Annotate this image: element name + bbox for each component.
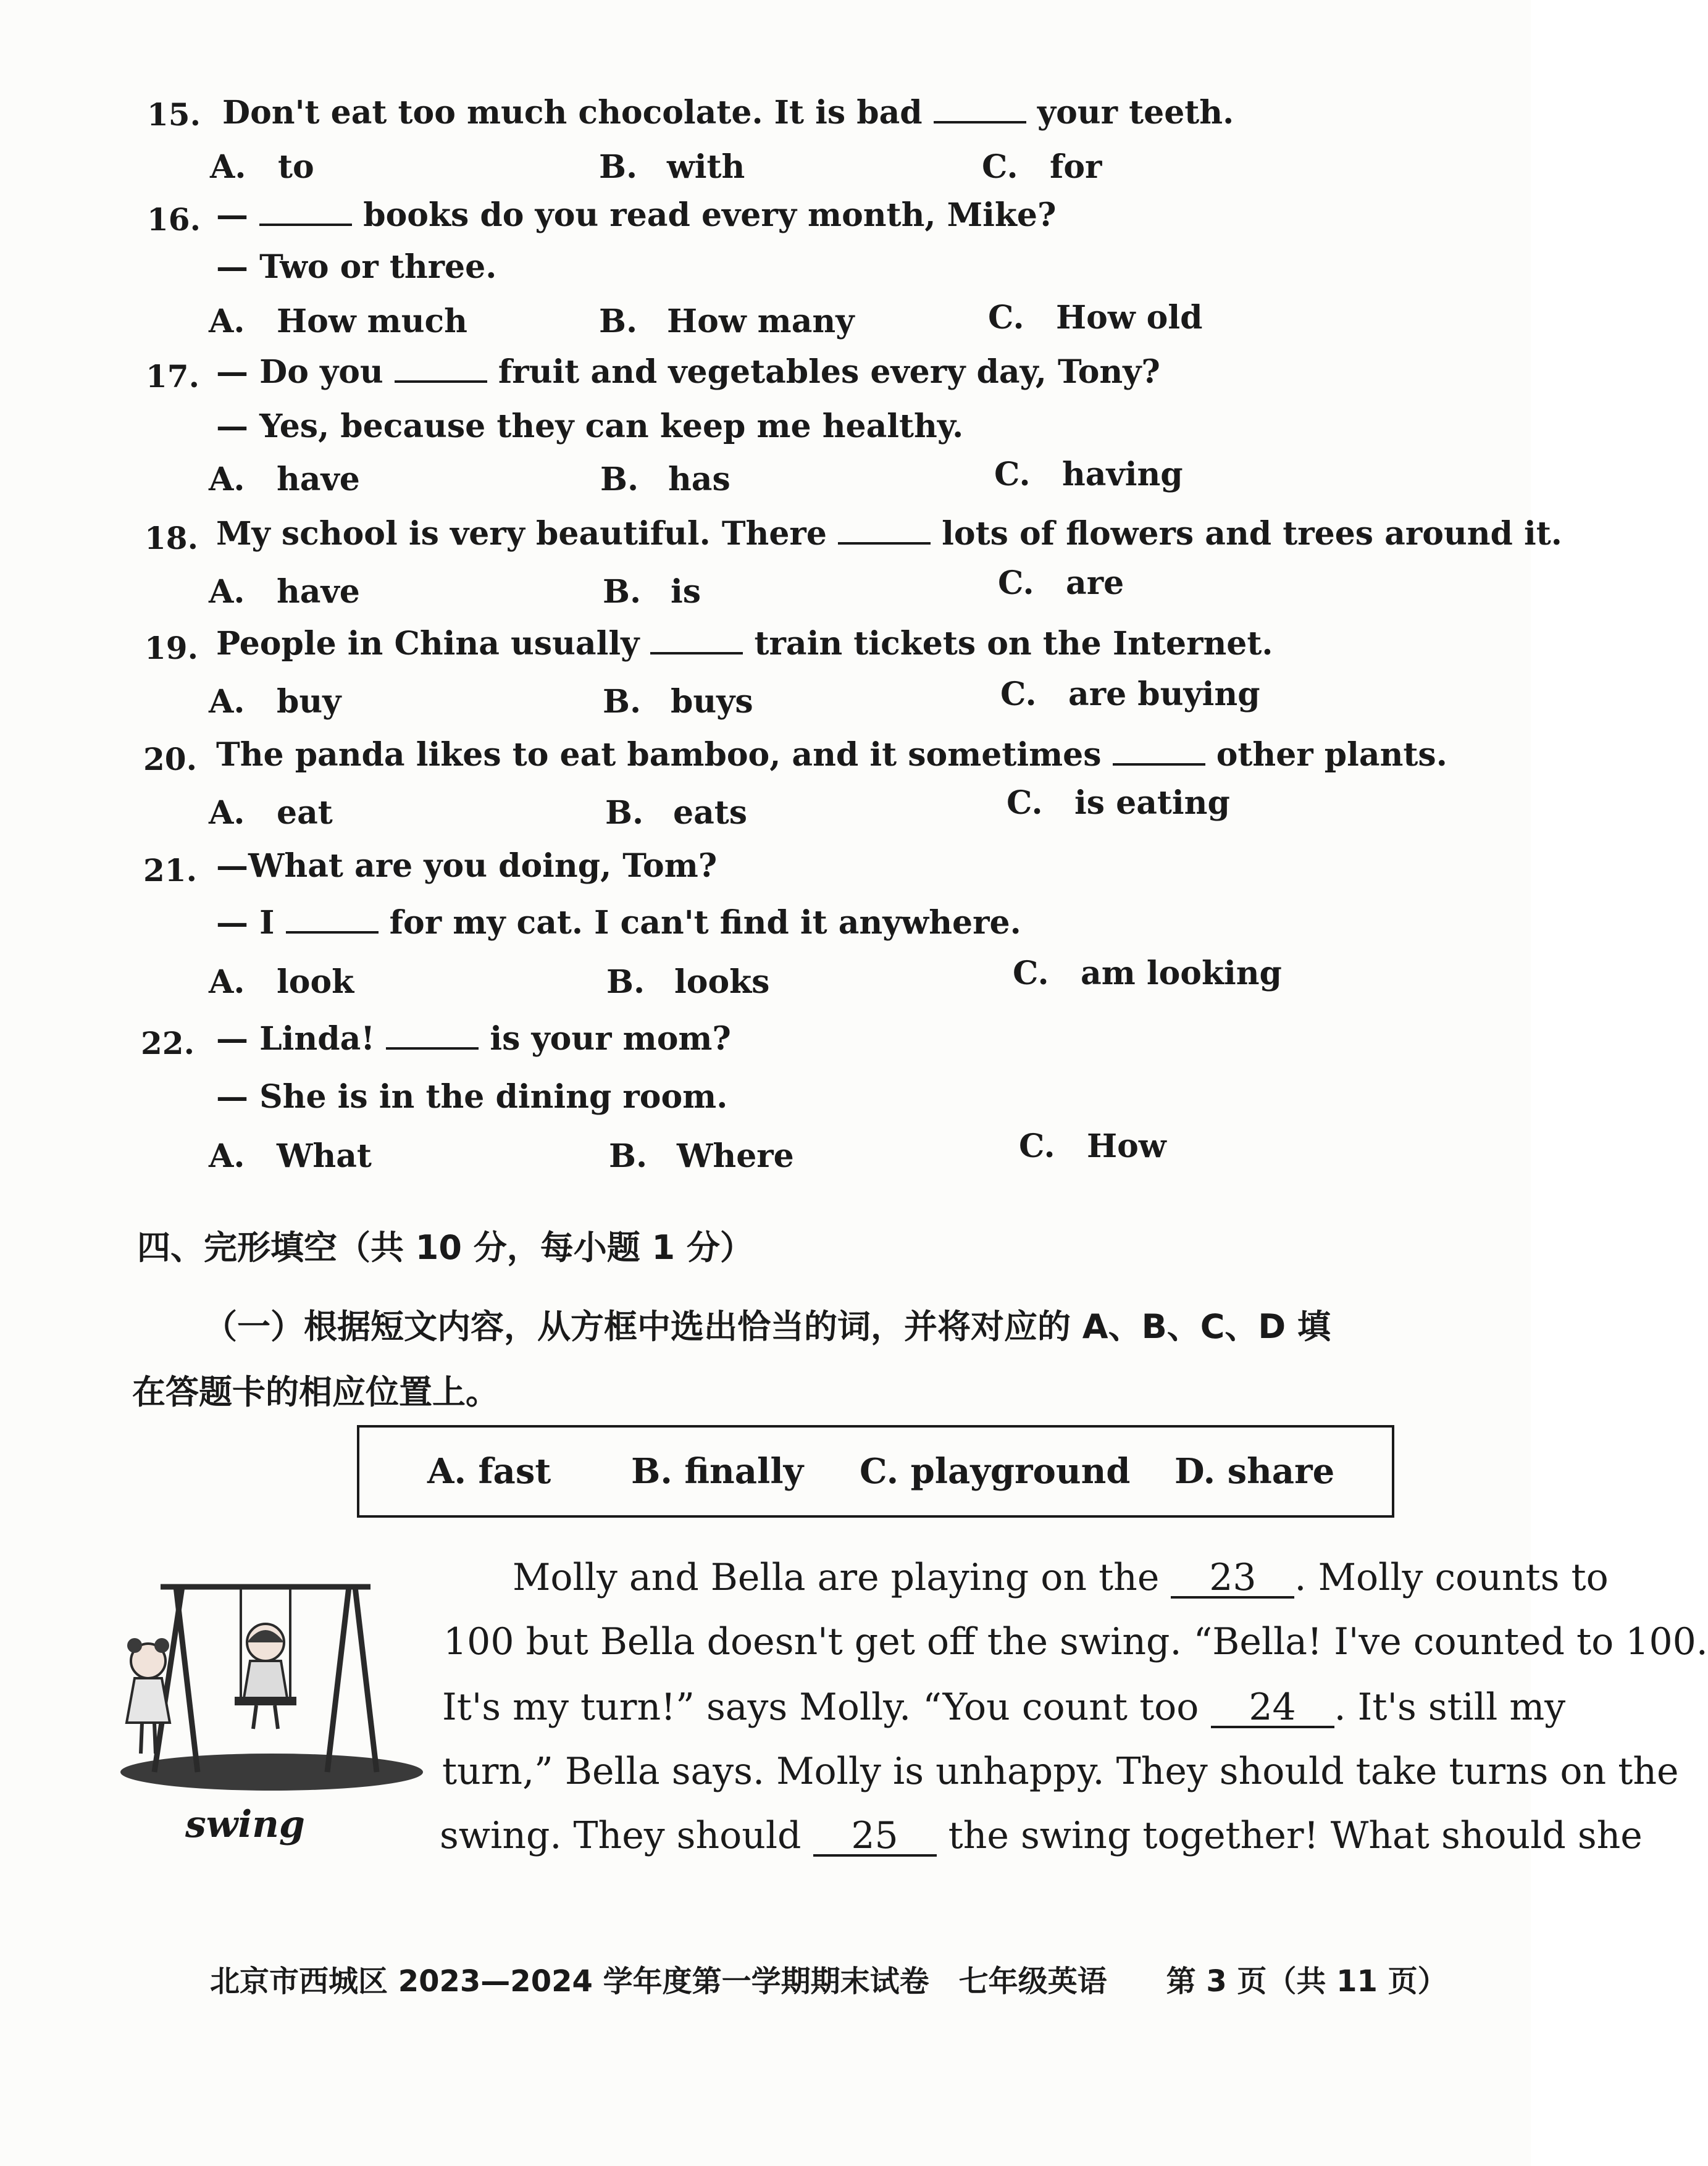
question-22-text-before: — Linda!: [216, 1020, 375, 1058]
question-19-text: [216, 625, 1273, 663]
question-16-option-b: [599, 303, 854, 340]
question-16-dash: —: [216, 196, 248, 234]
question-16-line2: — Two or three.: [216, 248, 497, 286]
option-text: having: [1062, 456, 1183, 493]
question-15-option-b: [599, 148, 745, 186]
question-20-text-after: other plants.: [1216, 736, 1447, 774]
question-20-option-a: [209, 794, 333, 832]
question-20-option-b: [605, 794, 747, 832]
option-text: How: [1087, 1127, 1166, 1165]
option-text: What: [277, 1137, 372, 1175]
question-17-option-c: [994, 456, 1183, 493]
question-21-text-before: — I: [216, 904, 275, 942]
option-text: have: [277, 461, 360, 498]
option-text: look: [277, 963, 354, 1001]
word-letter: D.: [1174, 1451, 1216, 1492]
word-text: fast: [478, 1451, 551, 1492]
question-19-option-b: [603, 683, 753, 721]
passage-text: swing. They should: [440, 1814, 802, 1857]
question-22-line1: [216, 1020, 731, 1058]
option-text: eats: [673, 794, 748, 832]
question-16-option-a: [209, 303, 467, 340]
section-4-title: 四、完形填空（共 10 分，每小题 1 分）: [137, 1228, 753, 1267]
passage-line-3: [442, 1686, 1565, 1729]
question-16-text-after: books do you read every month, Mike?: [363, 196, 1057, 234]
blank-25: 25: [813, 1817, 937, 1857]
question-22-option-c: [1019, 1127, 1166, 1165]
answer-blank: [286, 904, 379, 934]
option-letter: B.: [599, 148, 638, 186]
option-letter: C.: [988, 299, 1024, 337]
passage-text: the swing together! What should she: [948, 1814, 1643, 1857]
question-19-text-before: People in China usually: [216, 625, 640, 663]
question-18-option-c: [998, 564, 1124, 602]
word-letter: C.: [860, 1451, 899, 1492]
question-15-number: 15.: [147, 96, 201, 133]
option-letter: C.: [1019, 1127, 1055, 1165]
answer-blank: [395, 353, 487, 383]
question-15-option-a: [210, 148, 314, 186]
section-4-instruction-line2: 在答题卡的相应位置上。: [132, 1373, 499, 1411]
passage-line-4: turn,” Bella says. Molly is unhappy. They should take turns on the: [442, 1750, 1679, 1793]
option-letter: B.: [603, 683, 642, 721]
swing-caption: swing: [185, 1803, 305, 1846]
passage-text: . It's still my: [1334, 1686, 1566, 1729]
option-letter: B.: [606, 963, 645, 1001]
word-text: finally: [684, 1451, 804, 1492]
option-letter: C.: [982, 148, 1018, 186]
question-17-line1: [216, 353, 1160, 391]
option-letter: B.: [600, 461, 639, 498]
word-letter: B.: [631, 1451, 672, 1492]
option-letter: A.: [209, 303, 245, 340]
question-21-option-c: [1013, 955, 1282, 992]
question-17-text-after: fruit and vegetables every day, Tony?: [498, 353, 1160, 391]
blank-24: 24: [1211, 1689, 1334, 1728]
option-letter: B.: [609, 1137, 648, 1175]
option-letter: B.: [603, 573, 642, 611]
option-letter: A.: [209, 963, 245, 1001]
question-21-option-b: [606, 963, 769, 1001]
question-22-option-a: [209, 1137, 372, 1175]
question-17-line2: — Yes, because they can keep me healthy.: [216, 408, 964, 445]
question-21-number: 21.: [143, 852, 197, 889]
question-22-option-b: [609, 1137, 794, 1175]
question-17-number: 17.: [146, 358, 199, 395]
option-letter: A.: [209, 573, 245, 611]
answer-blank: [386, 1020, 479, 1050]
option-text: Where: [677, 1137, 794, 1175]
answer-blank: [650, 625, 743, 654]
option-text: How much: [277, 303, 467, 340]
option-text: looks: [674, 963, 770, 1001]
option-text: buys: [671, 683, 753, 721]
question-16-line1: [216, 196, 1056, 234]
word-option-a: [427, 1451, 551, 1492]
question-22-text-after: is your mom?: [490, 1020, 731, 1058]
passage-text: It's my turn!” says Molly. “You count too: [442, 1686, 1199, 1729]
option-text: with: [667, 148, 745, 186]
option-letter: A.: [209, 1137, 245, 1175]
blank-23: 23: [1171, 1559, 1294, 1599]
passage-text: Molly and Bella are playing on the: [513, 1556, 1160, 1599]
question-18-text: [216, 515, 1562, 553]
swing-illustration: [117, 1568, 426, 1797]
page-footer: 北京市西城区 2023—2024 学年度第一学期期末试卷 七年级英语 第 3 页（共 11 页）: [210, 1964, 1447, 1999]
question-19-option-c: [1000, 675, 1260, 713]
word-option-b: [631, 1451, 803, 1492]
option-text: to: [278, 148, 314, 186]
girl-on-swing-icon: [244, 1624, 287, 1729]
question-21-line1: —What are you doing, Tom?: [216, 847, 718, 885]
question-16-option-c: [988, 299, 1202, 337]
answer-blank: [259, 196, 352, 226]
option-letter: A.: [209, 794, 245, 832]
question-20-number: 20.: [143, 741, 197, 777]
question-21-line2: [216, 904, 1021, 942]
answer-blank: [1113, 736, 1205, 766]
girl-standing-icon: [127, 1638, 170, 1754]
option-text: How many: [667, 303, 855, 340]
option-text: is eating: [1074, 784, 1230, 822]
question-15-text-before: Don't eat too much chocolate. It is bad: [222, 94, 923, 132]
question-19-number: 19.: [144, 630, 198, 666]
option-text: is: [671, 573, 701, 611]
question-20-option-c: [1007, 784, 1230, 822]
passage-line-5: [440, 1814, 1643, 1857]
question-17-option-a: [209, 461, 360, 498]
passage-line-1: [513, 1556, 1609, 1599]
option-text: are buying: [1068, 675, 1260, 713]
option-letter: C.: [994, 456, 1031, 493]
option-letter: C.: [1000, 675, 1037, 713]
word-text: share: [1227, 1451, 1335, 1492]
question-18-number: 18.: [144, 520, 198, 556]
question-20-text-before: The panda likes to eat bamboo, and it sometimes: [216, 736, 1102, 774]
option-text: are: [1066, 564, 1124, 602]
passage-line-2: 100 but Bella doesn't get off the swing. “Bella! I've counted to 100.: [443, 1620, 1708, 1663]
question-18-text-after: lots of flowers and trees around it.: [942, 515, 1562, 553]
answer-blank: [838, 515, 931, 545]
question-18-option-b: [603, 573, 701, 611]
word-option-d: [1174, 1451, 1334, 1492]
option-letter: C.: [998, 564, 1034, 602]
question-20-text: [216, 736, 1447, 774]
option-text: has: [668, 461, 731, 498]
question-22-line2: — She is in the dining room.: [216, 1078, 728, 1116]
word-option-c: [860, 1451, 1130, 1492]
question-21-option-a: [209, 963, 354, 1001]
question-19-text-after: train tickets on the Internet.: [754, 625, 1273, 663]
option-text: buy: [277, 683, 341, 721]
question-17-option-b: [600, 461, 731, 498]
option-text: have: [277, 573, 360, 611]
option-letter: B.: [605, 794, 644, 832]
option-letter: A.: [210, 148, 246, 186]
question-21-text-after: for my cat. I can't find it anywhere.: [389, 904, 1021, 942]
question-18-option-a: [209, 573, 360, 611]
question-17-text-before: — Do you: [216, 353, 383, 391]
question-18-text-before: My school is very beautiful. There: [216, 515, 827, 553]
passage-text: . Molly counts to: [1294, 1556, 1609, 1599]
option-letter: C.: [1007, 784, 1043, 822]
answer-blank: [934, 94, 1026, 123]
word-bank-box: [357, 1425, 1394, 1518]
question-15-text: [222, 94, 1234, 132]
option-text: am looking: [1081, 955, 1282, 992]
option-letter: A.: [209, 461, 245, 498]
option-text: eat: [277, 794, 333, 832]
question-15-text-after: your teeth.: [1037, 94, 1234, 132]
section-4-instruction-line1: （一）根据短文内容，从方框中选出恰当的词，并将对应的 A、B、C、D 填: [204, 1307, 1331, 1346]
question-19-option-a: [209, 683, 341, 721]
option-letter: A.: [209, 683, 245, 721]
option-letter: C.: [1013, 955, 1049, 992]
word-letter: A.: [427, 1451, 466, 1492]
question-15-option-c: [982, 148, 1102, 186]
word-text: playground: [910, 1451, 1131, 1492]
question-22-number: 22.: [141, 1025, 195, 1061]
question-16-number: 16.: [147, 201, 201, 238]
option-text: How old: [1056, 299, 1203, 337]
option-letter: B.: [599, 303, 638, 340]
option-text: for: [1050, 148, 1102, 186]
